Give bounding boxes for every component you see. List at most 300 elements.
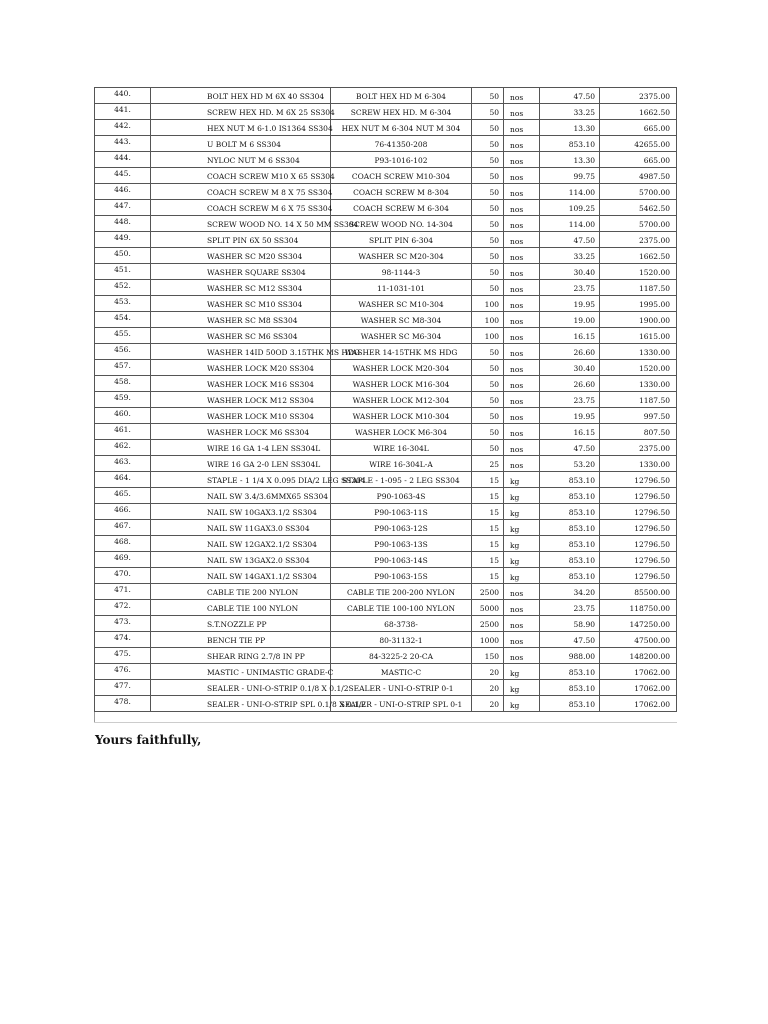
item-unit: nos	[504, 648, 540, 664]
item-number: 449.	[95, 232, 151, 248]
item-number: 477.	[95, 680, 151, 696]
item-amount: 147250.00	[600, 616, 677, 632]
item-rate: 853.10	[540, 552, 600, 568]
table-row	[95, 296, 677, 312]
item-amount: 4987.50	[600, 168, 677, 184]
item-rate: 109.25	[540, 200, 600, 216]
item-quantity: 100	[472, 296, 504, 312]
item-code: 84-3225-2 20-CA	[331, 648, 472, 664]
item-amount: 47500.00	[600, 632, 677, 648]
item-rate: 853.10	[540, 696, 600, 712]
item-amount: 118750.00	[600, 600, 677, 616]
item-rate: 13.30	[540, 120, 600, 136]
item-code: COACH SCREW M 6-304	[331, 200, 472, 216]
item-number: 458.	[95, 376, 151, 392]
item-quantity: 50	[472, 264, 504, 280]
item-description: WASHER SC M10 SS304	[151, 296, 331, 312]
item-unit: kg	[504, 488, 540, 504]
item-code: COACH SCREW M10-304	[331, 168, 472, 184]
item-description: MASTIC - UNIMASTIC GRADE-C	[151, 664, 331, 680]
item-rate: 47.50	[540, 88, 600, 104]
table-row	[95, 168, 677, 184]
item-amount: 5700.00	[600, 184, 677, 200]
item-number: 478.	[95, 696, 151, 712]
table-row	[95, 328, 677, 344]
item-amount: 12796.50	[600, 520, 677, 536]
item-quantity: 20	[472, 680, 504, 696]
table-row	[95, 312, 677, 328]
item-amount: 1615.00	[600, 328, 677, 344]
item-quantity: 50	[472, 152, 504, 168]
item-rate: 99.75	[540, 168, 600, 184]
item-rate: 13.30	[540, 152, 600, 168]
item-amount: 807.50	[600, 424, 677, 440]
item-number: 473.	[95, 616, 151, 632]
item-unit: nos	[504, 280, 540, 296]
item-unit: nos	[504, 440, 540, 456]
item-rate: 853.10	[540, 472, 600, 488]
item-unit: nos	[504, 152, 540, 168]
item-unit: nos	[504, 376, 540, 392]
table-row	[95, 552, 677, 568]
table-row	[95, 616, 677, 632]
item-quantity: 5000	[472, 600, 504, 616]
item-description: NAIL SW 3.4/3.6MMX65 SS304	[151, 488, 331, 504]
item-rate: 33.25	[540, 248, 600, 264]
item-number: 464.	[95, 472, 151, 488]
table-row	[95, 504, 677, 520]
item-number: 445.	[95, 168, 151, 184]
item-unit: kg	[504, 696, 540, 712]
item-description: SEALER - UNI-O-STRIP SPL 0.1/8 X 0.1/2	[151, 696, 331, 712]
item-quantity: 20	[472, 664, 504, 680]
item-number: 471.	[95, 584, 151, 600]
item-unit: nos	[504, 360, 540, 376]
table-row	[95, 264, 677, 280]
table-row	[95, 600, 677, 616]
item-unit: nos	[504, 456, 540, 472]
item-amount: 85500.00	[600, 584, 677, 600]
table-row	[95, 152, 677, 168]
item-unit: nos	[504, 168, 540, 184]
item-quantity: 50	[472, 184, 504, 200]
item-unit: nos	[504, 216, 540, 232]
item-amount: 17062.00	[600, 664, 677, 680]
item-description: SCREW HEX HD. M 6X 25 SS304	[151, 104, 331, 120]
item-code: WASHER SC M8-304	[331, 312, 472, 328]
item-rate: 19.00	[540, 312, 600, 328]
item-number: 451.	[95, 264, 151, 280]
item-amount: 1662.50	[600, 104, 677, 120]
item-quantity: 50	[472, 440, 504, 456]
item-unit: nos	[504, 296, 540, 312]
item-unit: nos	[504, 264, 540, 280]
item-description: WASHER 14ID 50OD 3.15THK MS HDG	[151, 344, 331, 360]
table-row	[95, 232, 677, 248]
item-rate: 853.10	[540, 504, 600, 520]
item-code: MASTIC-C	[331, 664, 472, 680]
table-row	[95, 632, 677, 648]
item-unit: nos	[504, 104, 540, 120]
item-number: 448.	[95, 216, 151, 232]
item-description: WASHER SC M8 SS304	[151, 312, 331, 328]
item-unit: nos	[504, 120, 540, 136]
item-rate: 19.95	[540, 408, 600, 424]
item-amount: 42655.00	[600, 136, 677, 152]
item-number: 475.	[95, 648, 151, 664]
item-quantity: 50	[472, 424, 504, 440]
item-description: U BOLT M 6 SS304	[151, 136, 331, 152]
item-number: 462.	[95, 440, 151, 456]
item-code: CABLE TIE 200-200 NYLON	[331, 584, 472, 600]
table-row	[95, 392, 677, 408]
table-row	[95, 568, 677, 584]
item-unit: nos	[504, 184, 540, 200]
table-row	[95, 472, 677, 488]
item-rate: 853.10	[540, 664, 600, 680]
item-number: 463.	[95, 456, 151, 472]
item-description: WASHER LOCK M12 SS304	[151, 392, 331, 408]
item-description: WASHER LOCK M6 SS304	[151, 424, 331, 440]
item-code: 11-1031-101	[331, 280, 472, 296]
item-unit: nos	[504, 616, 540, 632]
item-amount: 12796.50	[600, 552, 677, 568]
item-number: 457.	[95, 360, 151, 376]
item-description: WIRE 16 GA 2-0 LEN SS304L	[151, 456, 331, 472]
item-description: SHEAR RING 2.7/8 IN PP	[151, 648, 331, 664]
table-row	[95, 344, 677, 360]
item-unit: nos	[504, 344, 540, 360]
item-description: SEALER - UNI-O-STRIP 0.1/8 X 0.1/2	[151, 680, 331, 696]
item-amount: 5462.50	[600, 200, 677, 216]
item-code: HEX NUT M 6-304 NUT M 304	[331, 120, 472, 136]
item-description: SCREW WOOD NO. 14 X 50 MM SS304	[151, 216, 331, 232]
item-quantity: 15	[472, 552, 504, 568]
item-amount: 2375.00	[600, 232, 677, 248]
item-unit: nos	[504, 232, 540, 248]
item-rate: 853.10	[540, 568, 600, 584]
item-rate: 34.20	[540, 584, 600, 600]
item-quantity: 50	[472, 248, 504, 264]
item-code: SCREW WOOD NO. 14-304	[331, 216, 472, 232]
item-amount: 1662.50	[600, 248, 677, 264]
item-rate: 853.10	[540, 680, 600, 696]
item-amount: 12796.50	[600, 488, 677, 504]
item-description: WASHER LOCK M20 SS304	[151, 360, 331, 376]
item-code: CABLE TIE 100-100 NYLON	[331, 600, 472, 616]
item-rate: 114.00	[540, 184, 600, 200]
item-number: 442.	[95, 120, 151, 136]
table-row	[95, 648, 677, 664]
item-rate: 23.75	[540, 600, 600, 616]
table-row	[95, 120, 677, 136]
item-quantity: 15	[472, 504, 504, 520]
item-code: WASHER LOCK M20-304	[331, 360, 472, 376]
item-description: NAIL SW 14GAX1.1/2 SS304	[151, 568, 331, 584]
item-amount: 12796.50	[600, 536, 677, 552]
item-unit: kg	[504, 680, 540, 696]
item-rate: 33.25	[540, 104, 600, 120]
table-spacer-row	[95, 712, 677, 723]
item-quantity: 50	[472, 88, 504, 104]
item-number: 453.	[95, 296, 151, 312]
item-code: COACH SCREW M 8-304	[331, 184, 472, 200]
item-quantity: 2500	[472, 584, 504, 600]
item-unit: nos	[504, 136, 540, 152]
item-amount: 2375.00	[600, 440, 677, 456]
item-amount: 1330.00	[600, 376, 677, 392]
item-quantity: 50	[472, 360, 504, 376]
item-rate: 853.10	[540, 520, 600, 536]
item-quantity: 50	[472, 280, 504, 296]
item-amount: 2375.00	[600, 88, 677, 104]
item-rate: 853.10	[540, 136, 600, 152]
item-amount: 1330.00	[600, 344, 677, 360]
item-quantity: 15	[472, 520, 504, 536]
table-spacer-cell	[95, 712, 677, 723]
item-quantity: 15	[472, 536, 504, 552]
item-unit: kg	[504, 568, 540, 584]
table-row	[95, 536, 677, 552]
table-row	[95, 440, 677, 456]
item-number: 476.	[95, 664, 151, 680]
item-code: WASHER LOCK M16-304	[331, 376, 472, 392]
item-rate: 58.90	[540, 616, 600, 632]
item-rate: 47.50	[540, 440, 600, 456]
item-number: 468.	[95, 536, 151, 552]
item-quantity: 50	[472, 104, 504, 120]
item-quantity: 15	[472, 568, 504, 584]
item-number: 443.	[95, 136, 151, 152]
item-rate: 26.60	[540, 376, 600, 392]
table-row	[95, 664, 677, 680]
item-number: 441.	[95, 104, 151, 120]
item-quantity: 100	[472, 328, 504, 344]
table-row	[95, 680, 677, 696]
item-description: NYLOC NUT M 6 SS304	[151, 152, 331, 168]
item-unit: nos	[504, 200, 540, 216]
item-code: WASHER LOCK M12-304	[331, 392, 472, 408]
item-code: 76-41350-208	[331, 136, 472, 152]
item-amount: 148200.00	[600, 648, 677, 664]
item-rate: 30.40	[540, 360, 600, 376]
item-amount: 12796.50	[600, 568, 677, 584]
item-amount: 665.00	[600, 120, 677, 136]
item-amount: 12796.50	[600, 504, 677, 520]
item-rate: 23.75	[540, 392, 600, 408]
item-code: P90-1063-13S	[331, 536, 472, 552]
table-row	[95, 104, 677, 120]
item-rate: 988.00	[540, 648, 600, 664]
item-amount: 665.00	[600, 152, 677, 168]
table-row	[95, 488, 677, 504]
item-description: HEX NUT M 6-1.0 IS1364 SS304	[151, 120, 331, 136]
item-description: COACH SCREW M10 X 65 SS304	[151, 168, 331, 184]
table-row	[95, 360, 677, 376]
item-rate: 853.10	[540, 488, 600, 504]
item-rate: 19.95	[540, 296, 600, 312]
item-unit: kg	[504, 664, 540, 680]
item-quantity: 50	[472, 408, 504, 424]
item-description: BENCH TIE PP	[151, 632, 331, 648]
item-description: CABLE TIE 100 NYLON	[151, 600, 331, 616]
item-description: COACH SCREW M 8 X 75 SS304	[151, 184, 331, 200]
item-code: WASHER 14-15THK MS HDG	[331, 344, 472, 360]
item-code: SEALER - UNI-O-STRIP 0-1	[331, 680, 472, 696]
item-code: WASHER SC M20-304	[331, 248, 472, 264]
item-number: 465.	[95, 488, 151, 504]
item-number: 470.	[95, 568, 151, 584]
item-description: COACH SCREW M 6 X 75 SS304	[151, 200, 331, 216]
item-code: WIRE 16-304L-A	[331, 456, 472, 472]
item-unit: kg	[504, 520, 540, 536]
item-quantity: 50	[472, 344, 504, 360]
item-number: 447.	[95, 200, 151, 216]
item-code: P90-1063-15S	[331, 568, 472, 584]
item-unit: nos	[504, 584, 540, 600]
item-amount: 5700.00	[600, 216, 677, 232]
item-code: STAPLE - 1-095 - 2 LEG SS304	[331, 472, 472, 488]
item-unit: kg	[504, 536, 540, 552]
item-code: P90-1063-14S	[331, 552, 472, 568]
item-description: STAPLE - 1 1/4 X 0.095 DIA/2 LEG SS304	[151, 472, 331, 488]
item-amount: 1187.50	[600, 280, 677, 296]
item-number: 460.	[95, 408, 151, 424]
item-rate: 114.00	[540, 216, 600, 232]
item-number: 459.	[95, 392, 151, 408]
item-number: 474.	[95, 632, 151, 648]
item-number: 461.	[95, 424, 151, 440]
item-quantity: 25	[472, 456, 504, 472]
item-description: WASHER LOCK M16 SS304	[151, 376, 331, 392]
item-rate: 23.75	[540, 280, 600, 296]
item-description: BOLT HEX HD M 6X 40 SS304	[151, 88, 331, 104]
item-quantity: 2500	[472, 616, 504, 632]
item-unit: nos	[504, 328, 540, 344]
item-code: BOLT HEX HD M 6-304	[331, 88, 472, 104]
item-rate: 47.50	[540, 232, 600, 248]
item-amount: 1900.00	[600, 312, 677, 328]
item-description: CABLE TIE 200 NYLON	[151, 584, 331, 600]
item-rate: 53.20	[540, 456, 600, 472]
item-quantity: 50	[472, 200, 504, 216]
item-description: WASHER SC M6 SS304	[151, 328, 331, 344]
item-unit: nos	[504, 312, 540, 328]
item-code: P93-1016-102	[331, 152, 472, 168]
item-description: NAIL SW 10GAX3.1/2 SS304	[151, 504, 331, 520]
item-code: WASHER LOCK M10-304	[331, 408, 472, 424]
item-quantity: 50	[472, 392, 504, 408]
item-amount: 1520.00	[600, 264, 677, 280]
item-code: P90-1063-11S	[331, 504, 472, 520]
item-number: 456.	[95, 344, 151, 360]
item-code: 80-31132-1	[331, 632, 472, 648]
item-quantity: 1000	[472, 632, 504, 648]
item-rate: 16.15	[540, 424, 600, 440]
item-unit: nos	[504, 632, 540, 648]
table-row	[95, 200, 677, 216]
item-description: NAIL SW 13GAX2.0 SS304	[151, 552, 331, 568]
table-row	[95, 408, 677, 424]
item-code: WASHER LOCK M6-304	[331, 424, 472, 440]
item-code: 68-3738-	[331, 616, 472, 632]
item-description: SPLIT PIN 6X 50 SS304	[151, 232, 331, 248]
item-quantity: 100	[472, 312, 504, 328]
item-unit: kg	[504, 552, 540, 568]
table-row	[95, 696, 677, 712]
item-amount: 997.50	[600, 408, 677, 424]
item-number: 450.	[95, 248, 151, 264]
item-quantity: 20	[472, 696, 504, 712]
items-table-body	[95, 88, 677, 723]
item-rate: 47.50	[540, 632, 600, 648]
item-amount: 12796.50	[600, 472, 677, 488]
item-quantity: 50	[472, 136, 504, 152]
item-rate: 853.10	[540, 536, 600, 552]
item-unit: kg	[504, 504, 540, 520]
item-unit: nos	[504, 248, 540, 264]
item-number: 440.	[95, 88, 151, 104]
item-description: WASHER LOCK M10 SS304	[151, 408, 331, 424]
item-amount: 1520.00	[600, 360, 677, 376]
item-number: 444.	[95, 152, 151, 168]
item-rate: 26.60	[540, 344, 600, 360]
item-unit: kg	[504, 472, 540, 488]
table-row	[95, 184, 677, 200]
item-description: WASHER SQUARE SS304	[151, 264, 331, 280]
item-code: SCREW HEX HD. M 6-304	[331, 104, 472, 120]
items-table	[94, 87, 677, 723]
item-quantity: 15	[472, 472, 504, 488]
closing-salutation: Yours faithfully,	[95, 733, 202, 747]
item-quantity: 50	[472, 232, 504, 248]
item-quantity: 50	[472, 120, 504, 136]
item-code: WASHER SC M10-304	[331, 296, 472, 312]
item-number: 466.	[95, 504, 151, 520]
table-row	[95, 280, 677, 296]
items-table-container	[94, 87, 676, 723]
item-number: 455.	[95, 328, 151, 344]
item-unit: nos	[504, 392, 540, 408]
item-rate: 30.40	[540, 264, 600, 280]
item-quantity: 150	[472, 648, 504, 664]
table-row	[95, 136, 677, 152]
item-description: NAIL SW 12GAX2.1/2 SS304	[151, 536, 331, 552]
item-description: WIRE 16 GA 1-4 LEN SS304L	[151, 440, 331, 456]
table-row	[95, 88, 677, 104]
item-number: 469.	[95, 552, 151, 568]
table-row	[95, 216, 677, 232]
item-unit: nos	[504, 408, 540, 424]
item-description: S.T.NOZZLE PP	[151, 616, 331, 632]
item-code: P90-1063-4S	[331, 488, 472, 504]
item-unit: nos	[504, 600, 540, 616]
item-number: 452.	[95, 280, 151, 296]
item-amount: 1995.00	[600, 296, 677, 312]
item-description: WASHER SC M20 SS304	[151, 248, 331, 264]
table-row	[95, 248, 677, 264]
item-code: SEALER - UNI-O-STRIP SPL 0-1	[331, 696, 472, 712]
item-amount: 1187.50	[600, 392, 677, 408]
item-number: 454.	[95, 312, 151, 328]
item-code: 98-1144-3	[331, 264, 472, 280]
table-row	[95, 376, 677, 392]
item-number: 472.	[95, 600, 151, 616]
item-code: WASHER SC M6-304	[331, 328, 472, 344]
item-quantity: 50	[472, 376, 504, 392]
table-row	[95, 456, 677, 472]
item-number: 446.	[95, 184, 151, 200]
